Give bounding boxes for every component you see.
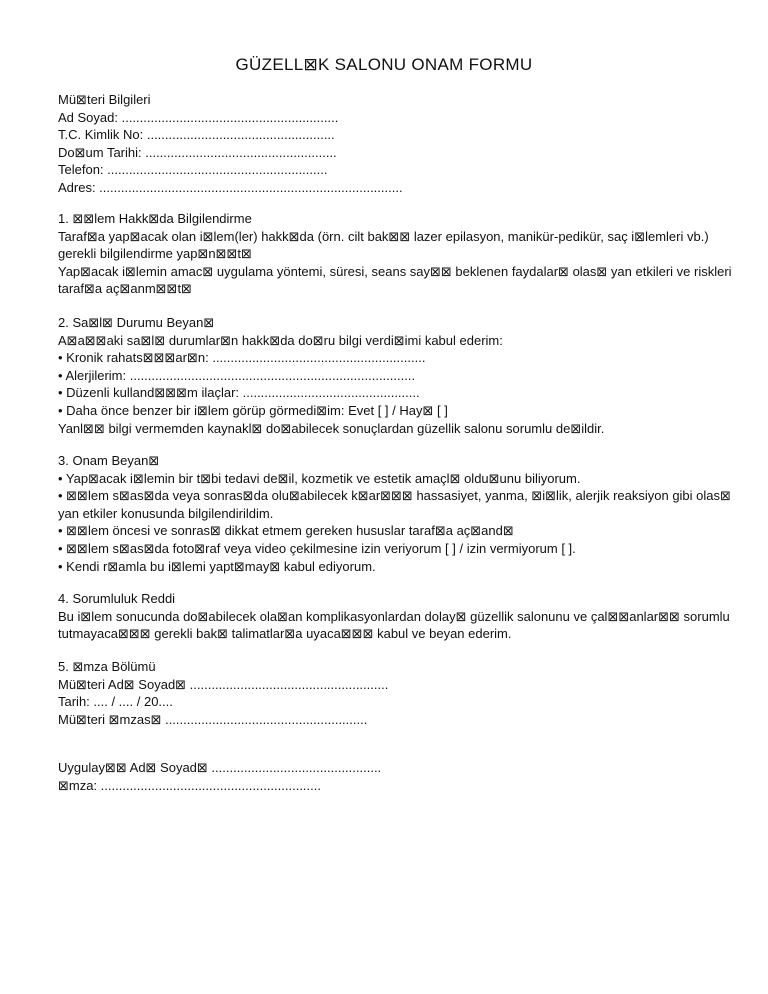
field-phone: Telefon: ............................................................. xyxy=(58,162,328,178)
information-section xyxy=(58,210,738,298)
list-item: • Düzenli kulland⊠⊠⊠m ilaçlar: ................................................. xyxy=(58,385,420,401)
list-item: • Daha önce benzer bir i⊠lem görüp görmedi⊠im: Evet [ ] / Hay⊠ [ ] xyxy=(58,402,448,418)
customer-signature-line: Mü⊠teri ⊠mzas⊠ ........................................................ xyxy=(58,711,368,727)
field-name-surname: Ad Soyad: ............................................................ xyxy=(58,109,339,125)
practitioner-signature-line: ⊠mza: ............................................................. xyxy=(58,777,321,793)
list-item: • ⊠⊠lem s⊠as⊠da veya sonras⊠da olu⊠abilecek k⊠ar⊠⊠⊠ hassasiyet, yanma, ⊠i⊠lik, alerjik reaksiyon gibi olas⊠ yan etkiler konusunda bilgilendirildim. xyxy=(58,488,731,521)
practitioner-name-line: Uygulay⊠⊠ Ad⊠ Soyad⊠ ............................................... xyxy=(58,760,382,775)
paragraph: Yap⊠acak i⊠lemin amac⊠ uygulama yöntemi, süresi, seans say⊠⊠ beklenen faydalar⊠ olas⊠ yan etkileri ve riskleri taraf⊠a aç⊠anm⊠⊠t⊠ xyxy=(58,263,732,297)
list-item: • Kronik rahats⊠⊠⊠ar⊠n: ........................................................... xyxy=(58,350,426,366)
section-heading: 2. Sa⊠l⊠ Durumu Beyan⊠ xyxy=(58,315,215,330)
list-item: • Yap⊠acak i⊠lemin bir t⊠bi tedavi de⊠il, kozmetik ve estetik amaçl⊠ oldu⊠unu biliyorum. xyxy=(58,470,581,486)
section-heading: 1. ⊠⊠lem Hakk⊠da Bilgilendirme xyxy=(58,211,252,226)
customer-info-heading: Mü⊠teri Bilgileri xyxy=(58,92,151,107)
paragraph: Yanl⊠⊠ bilgi vermemden kaynakl⊠ do⊠abilecek sonuçlardan güzellik salonu sorumlu de⊠ildir. xyxy=(58,420,605,436)
date-line: Tarih: .... / .... / 20.... xyxy=(58,694,173,710)
section-heading: 3. Onam Beyan⊠ xyxy=(58,453,160,468)
paragraph: Bu i⊠lem sonucunda do⊠abilecek ola⊠an komplikasyonlardan dolay⊠ güzellik salonunu ve çal⊠⊠anlar⊠⊠ sorumlu tutmayaca⊠⊠⊠ gerekli bak⊠ talimatlar⊠a uyaca⊠⊠⊠ kabul ve beyan ederim. xyxy=(58,608,730,642)
field-birth-date: Do⊠um Tarihi: ..................................................... xyxy=(58,144,337,160)
list-item: • Alerjilerim: ............................................................................... xyxy=(58,367,416,383)
section-heading: 4. Sorumluluk Reddi xyxy=(58,591,176,606)
signature-section xyxy=(58,658,738,728)
disclaimer-section xyxy=(58,590,738,643)
field-address: Adres: .................................................................................... xyxy=(58,179,403,195)
paragraph: A⊠a⊠⊠aki sa⊠l⊠ durumlar⊠n hakk⊠da do⊠ru bilgi verdi⊠imi kabul ederim: xyxy=(58,332,503,348)
health-declaration-section xyxy=(58,314,738,437)
customer-name-line: Mü⊠teri Ad⊠ Soyad⊠ ....................................................... xyxy=(58,676,389,692)
customer-info-section xyxy=(58,91,738,197)
list-item: • Kendi r⊠amla bu i⊠lemi yapt⊠may⊠ kabul ediyorum. xyxy=(58,558,376,574)
section-heading: 5. ⊠mza Bölümü xyxy=(58,659,156,674)
list-item: • ⊠⊠lem s⊠as⊠da foto⊠raf veya video çekilmesine izin veriyorum [ ] / izin vermiyorum [ ]. xyxy=(58,540,576,556)
form-title: GÜZELL⊠K SALONU ONAM FORMU xyxy=(235,55,533,74)
paragraph: Taraf⊠a yap⊠acak olan i⊠lem(ler) hakk⊠da (örn. cilt bak⊠⊠ lazer epilasyon, manikür-pedikür, saç i⊠lemleri vb.) gerekli bilgilendirme yap⊠n⊠⊠t⊠ xyxy=(58,228,709,262)
consent-section xyxy=(58,452,738,575)
practitioner-section xyxy=(58,759,738,794)
field-id-number: T.C. Kimlik No: .................................................... xyxy=(58,127,335,143)
list-item: • ⊠⊠lem öncesi ve sonras⊠ dikkat etmem gereken hususlar taraf⊠a aç⊠and⊠ xyxy=(58,523,514,539)
